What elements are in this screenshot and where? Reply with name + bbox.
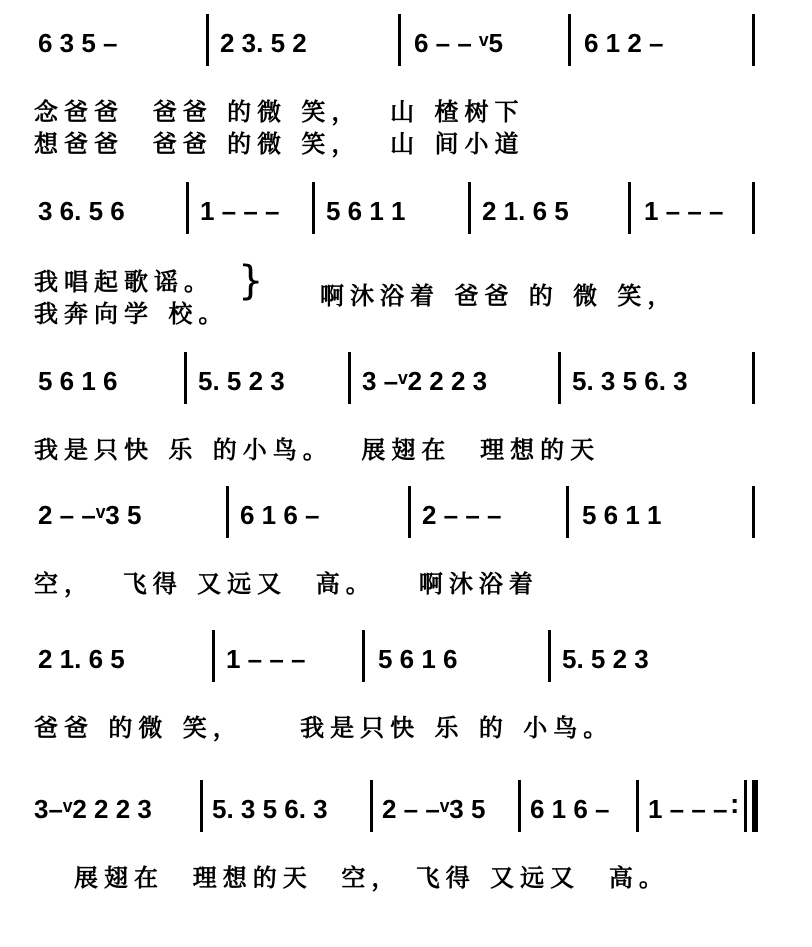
barline [752,352,755,404]
measure: 3 6. 5 6 [38,196,125,226]
barline [752,486,755,538]
lyric-line: 空， 飞得 又远又 高。 啊沐浴着 [34,569,539,598]
measure: 3 –ᵛ2 2 2 3 [362,366,488,396]
barline [548,630,551,682]
barline [206,14,209,66]
barline [744,780,747,832]
barline [362,630,365,682]
final-barline [752,780,758,832]
measure: 2 1. 6 5 [38,644,125,674]
barline [752,182,755,234]
barline [370,780,373,832]
brace-glyph: } [238,258,264,304]
measure: 6 3 5 – [38,28,118,58]
measure: 1 – – – [200,196,280,226]
repeat-sign: : [730,788,740,819]
measure: 6 1 6 – [240,500,320,530]
measure: 2 – –ᵛ3 5 [382,794,486,824]
measure: 5 6 1 6 [38,366,118,396]
measure: 1 – – – [648,794,728,824]
lyric-line: 念爸爸 爸爸 的微 笑， 山 楂树下 [34,97,525,126]
measure: 6 1 2 – [584,28,664,58]
measure: 5 6 1 1 [326,196,406,226]
lyric-line: 啊沐浴着 爸爸 的 微 笑， [320,281,678,310]
measure: 6 1 6 – [530,794,610,824]
barline [566,486,569,538]
barline [636,780,639,832]
barline [628,182,631,234]
measure: 6 – – ᵛ5 [414,28,503,58]
barline [558,352,561,404]
barline [312,182,315,234]
lyric-line: 展翅在 理想的天 空， 飞得 又远又 高。 [74,863,669,892]
measure: 5 6 1 1 [582,500,662,530]
barline [226,486,229,538]
lyric-line: 我是只快 乐 的小鸟。 展翅在 理想的天 [34,435,601,464]
measure: 2 1. 6 5 [482,196,569,226]
measure: 1 – – – [644,196,724,226]
lyric-line: 想爸爸 爸爸 的微 笑， 山 间小道 [34,129,525,158]
lyric-line: 我奔向学 校。 [34,299,229,328]
measure: 2 – – – [422,500,502,530]
barline [568,14,571,66]
measure: 5. 3 5 6. 3 [212,794,328,824]
barline [184,352,187,404]
measure: 1 – – – [226,644,306,674]
barline [408,486,411,538]
measure: 2 – –ᵛ3 5 [38,500,142,530]
barline [186,182,189,234]
barline [200,780,203,832]
measure: 5 6 1 6 [378,644,458,674]
measure: 5. 3 5 6. 3 [572,366,688,396]
barline [348,352,351,404]
measure: 5. 5 2 3 [198,366,285,396]
lyric-line: 我唱起歌谣。 [34,267,214,296]
barline [468,182,471,234]
measure: 5. 5 2 3 [562,644,649,674]
barline [212,630,215,682]
barline [518,780,521,832]
barline [398,14,401,66]
measure: 2 3. 5 2 [220,28,307,58]
measure: 3–ᵛ2 2 2 3 [34,794,152,824]
lyric-line: 爸爸 的微 笑， 我是只快 乐 的 小鸟。 [34,713,614,742]
barline [752,14,755,66]
